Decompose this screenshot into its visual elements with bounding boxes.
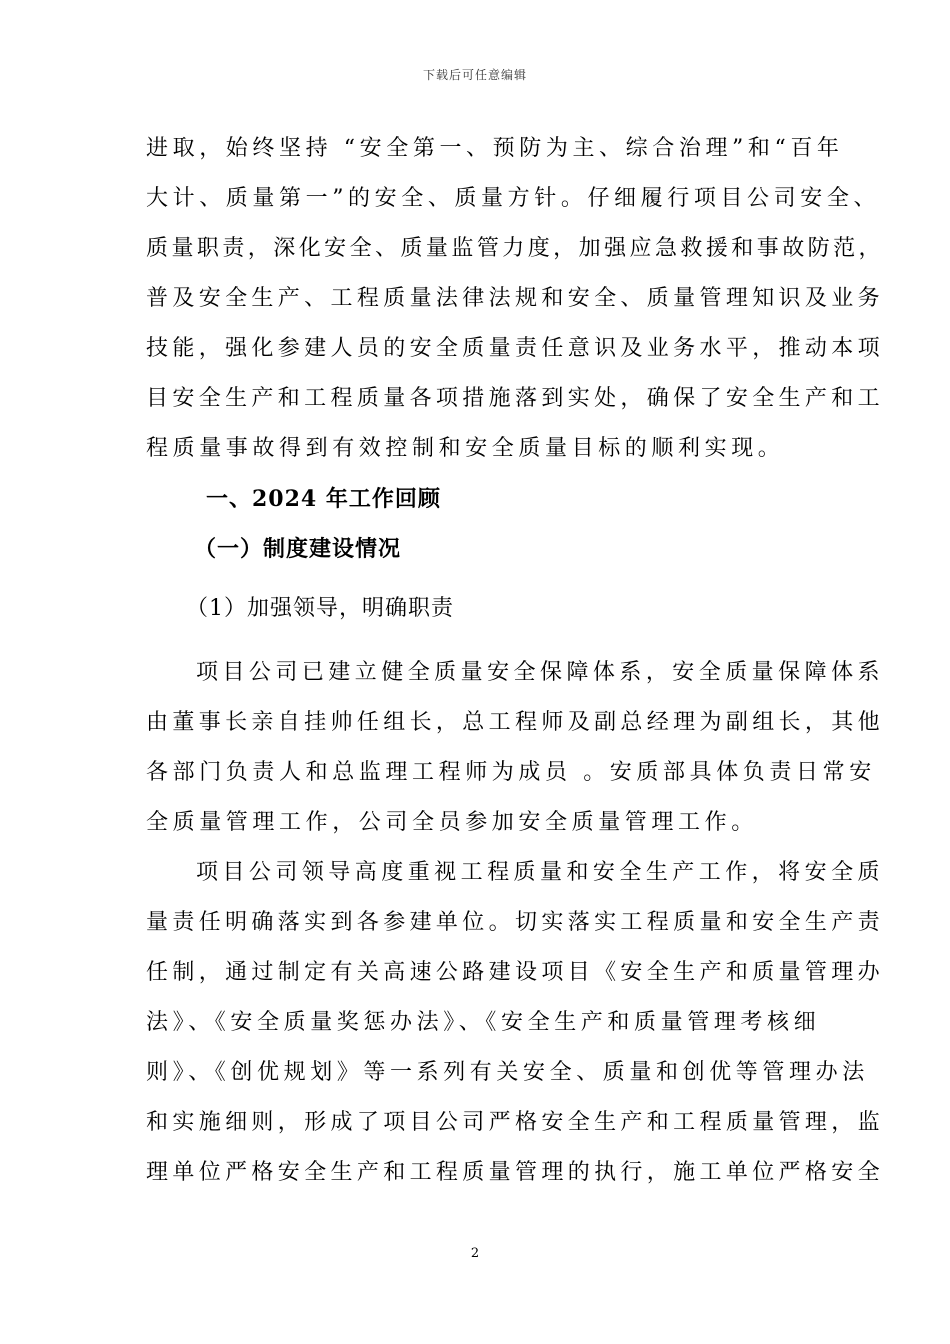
para2-line-2: 量责任明确落实到各参建单位。切实落实工程质量和安全生产责 [146,910,884,935]
para2-line-7: 理单位严格安全生产和工程质量管理的执行，施工单位严格安全 [146,1160,884,1185]
intro-line-1: 进取，始终坚持 “安全第一、预防为主、综合治理”和“百年 [146,136,844,161]
intro-line-6: 目安全生产和工程质量各项措施落到实处，确保了安全生产和工 [146,386,884,411]
intro-line-3: 质量职责，深化安全、质量监管力度，加强应急救援和事故防范， [146,236,884,261]
intro-line-5: 技能，强化参建人员的安全质量责任意识及业务水平，推动本项 [146,336,884,361]
para2-line-1: 项目公司领导高度重视工程质量和安全生产工作，将安全质 [196,860,884,885]
intro-line-2: 大计、质量第一”的安全、质量方针。仔细履行项目公司安全、 [146,186,881,211]
item-heading: （1）加强领导，明确职责 [186,596,454,621]
para1-line-2: 由董事长亲自挂帅任组长，总工程师及副总经理为副组长，其他 [146,710,884,735]
para2-line-5: 则》、《创优规划》等一系列有关安全、质量和创优等管理办法 [146,1060,869,1085]
intro-line-4: 普及安全生产、工程质量法律法规和安全、质量管理知识及业务 [146,286,884,311]
para2-line-6: 和实施细则，形成了项目公司严格安全生产和工程质量管理，监 [146,1110,884,1135]
para1-line-1: 项目公司已建立健全质量安全保障体系，安全质量保障体系 [196,660,884,685]
para2-line-4: 法》、《安全质量奖惩办法》、《安全生产和质量管理考核细 [146,1010,821,1035]
intro-line-7: 程质量事故得到有效控制和安全质量目标的顺利实现。 [146,436,785,461]
para1-line-4: 全质量管理工作，公司全员参加安全质量管理工作。 [146,810,758,835]
para2-line-3: 任制，通过制定有关高速公路建设项目《安全生产和质量管理办 [146,960,884,985]
para1-line-3: 各部门负责人和总监理工程师为成员 。安质部具体负责日常安 [146,760,876,785]
subsection-heading: （一）制度建设情况 [194,536,402,562]
page-number: 2 [470,1246,480,1261]
page-header-note: 下载后可任意编辑 [422,68,527,82]
section-heading: 一、2024 年工作回顾 [206,486,441,512]
